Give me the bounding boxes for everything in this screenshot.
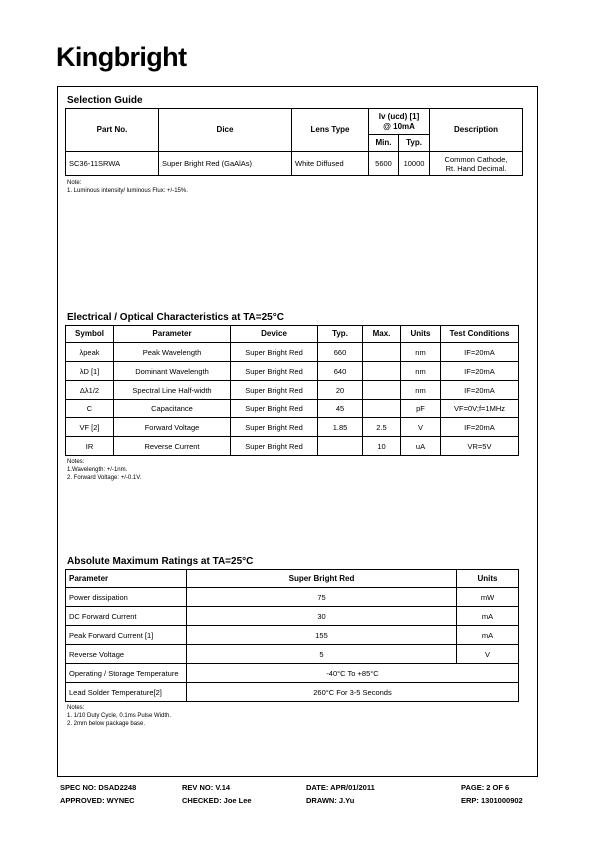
electrical-notes	[67, 459, 141, 482]
table-row	[66, 664, 519, 683]
symbol-cell: λD [1]	[66, 362, 114, 381]
description-line-2: Rt. Hand Decimal.	[445, 163, 507, 173]
header-iv-label: Iv (ucd) [1]	[378, 111, 420, 121]
selection-guide-title: Selection Guide	[67, 95, 143, 106]
units-cell: uA	[401, 437, 441, 456]
units-cell: nm	[401, 381, 441, 400]
units-cell: nm	[401, 343, 441, 362]
device-cell: Super Bright Red	[231, 418, 318, 437]
dice-cell: Super Bright Red (GaAlAs)	[159, 152, 292, 176]
table-row	[66, 683, 519, 702]
test-condition-cell: VR=5V	[441, 437, 519, 456]
table-row	[66, 362, 519, 381]
symbol-cell: IR	[66, 437, 114, 456]
selection-guide-table	[65, 108, 523, 176]
parameter-cell: Dominant Wavelength	[114, 362, 231, 381]
header-iv	[369, 109, 430, 135]
parameter-cell: Spectral Line Half-width	[114, 381, 231, 400]
header-units: Units	[457, 570, 519, 588]
checked-by: CHECKED: Joe Lee	[182, 796, 252, 805]
revision-number: REV NO: V.14	[182, 783, 231, 792]
parameter-cell: Peak Forward Current [1]	[66, 626, 187, 645]
units-cell: pF	[401, 400, 441, 418]
device-cell: Super Bright Red	[231, 362, 318, 381]
header-symbol: Symbol	[66, 326, 114, 343]
note-heading: Notes:	[67, 459, 85, 465]
units-cell: V	[457, 645, 519, 664]
part-no-cell: SC36-11SRWA	[66, 152, 159, 176]
symbol-cell: C	[66, 400, 114, 418]
max-cell	[363, 381, 401, 400]
device-cell: Super Bright Red	[231, 381, 318, 400]
header-device: Device	[231, 326, 318, 343]
selection-notes	[67, 180, 188, 196]
test-condition-cell: IF=20mA	[441, 362, 519, 381]
device-cell: Super Bright Red	[231, 400, 318, 418]
parameter-cell: Reverse Current	[114, 437, 231, 456]
symbol-cell: λpeak	[66, 343, 114, 362]
table-row	[66, 626, 519, 645]
device-cell: Super Bright Red	[231, 437, 318, 456]
note-line: 2. 2mm below package base.	[67, 720, 146, 727]
header-super-bright-red: Super Bright Red	[187, 570, 457, 588]
page-number: PAGE: 2 OF 6	[461, 783, 510, 792]
test-condition-cell: IF=20mA	[441, 418, 519, 437]
spec-number: SPEC NO: DSAD2248	[60, 783, 137, 792]
drawn-by: DRAWN: J.Yu	[306, 796, 355, 805]
typ-cell: 20	[318, 381, 363, 400]
table-row	[66, 343, 519, 362]
table-row	[66, 645, 519, 664]
parameter-cell: DC Forward Current	[66, 607, 187, 626]
value-cell: 260°C For 3-5 Seconds	[187, 683, 519, 702]
table-row	[66, 607, 519, 626]
header-units: Units	[401, 326, 441, 343]
typ-cell: 45	[318, 400, 363, 418]
header-description: Description	[430, 109, 523, 152]
symbol-cell: VF [2]	[66, 418, 114, 437]
symbol-cell: Δλ1/2	[66, 381, 114, 400]
iv-typ-cell: 10000	[399, 152, 430, 176]
typ-cell: 640	[318, 362, 363, 381]
value-cell: 155	[187, 626, 457, 645]
brand-logo: Kingbright	[56, 42, 187, 72]
parameter-cell: Forward Voltage	[114, 418, 231, 437]
header-iv-min: Min.	[369, 135, 399, 152]
parameter-cell: Operating / Storage Temperature	[66, 664, 187, 683]
header-test-conditions: Test Conditions	[441, 326, 519, 343]
test-condition-cell: IF=20mA	[441, 381, 519, 400]
units-cell: mA	[457, 607, 519, 626]
note-heading: Notes:	[67, 705, 85, 711]
parameter-cell: Lead Solder Temperature[2]	[66, 683, 187, 702]
value-cell: 30	[187, 607, 457, 626]
erp-number: ERP: 1301000902	[461, 796, 523, 805]
electrical-title: Electrical / Optical Characteristics at TA=25°C	[67, 312, 284, 323]
header-part-no: Part No.	[66, 109, 159, 152]
test-condition-cell: VF=0V;f=1MHz	[441, 400, 519, 418]
max-cell: 2.5	[363, 418, 401, 437]
units-cell: V	[401, 418, 441, 437]
table-row	[66, 437, 519, 456]
parameter-cell: Peak Wavelength	[114, 343, 231, 362]
value-cell: 5	[187, 645, 457, 664]
units-cell: mA	[457, 626, 519, 645]
description-line-1: Common Cathode,	[444, 154, 508, 164]
electrical-table	[65, 325, 519, 456]
value-cell: -40°C To +85°C	[187, 664, 519, 683]
header-iv-condition: @ 10mA	[383, 121, 415, 131]
header-parameter: Parameter	[114, 326, 231, 343]
description-cell	[430, 152, 523, 176]
test-condition-cell: IF=20mA	[441, 343, 519, 362]
table-row	[66, 381, 519, 400]
max-cell: 10	[363, 437, 401, 456]
note-line: 1. Luminous intensity/ luminous Flux: +/-15%.	[67, 187, 188, 194]
header-lens-type: Lens Type	[292, 109, 369, 152]
table-row	[66, 588, 519, 607]
date: DATE: APR/01/2011	[306, 783, 375, 792]
parameter-cell: Reverse Voltage	[66, 645, 187, 664]
absolute-ratings-table	[65, 569, 519, 702]
note-line: 2. Forward Voltage: +/-0.1V.	[67, 474, 142, 481]
approved-by: APPROVED: WYNEC	[60, 796, 135, 805]
header-iv-typ: Typ.	[399, 135, 430, 152]
note-line: 1.Wavelength: +/-1nm.	[67, 466, 128, 473]
typ-cell	[318, 437, 363, 456]
max-cell	[363, 343, 401, 362]
table-row	[66, 400, 519, 418]
table-row	[66, 152, 523, 176]
units-cell: nm	[401, 362, 441, 381]
max-cell	[363, 400, 401, 418]
lens-type-cell: White Diffused	[292, 152, 369, 176]
max-cell	[363, 362, 401, 381]
header-dice: Dice	[159, 109, 292, 152]
header-max: Max.	[363, 326, 401, 343]
units-cell: mW	[457, 588, 519, 607]
table-row	[66, 418, 519, 437]
typ-cell: 660	[318, 343, 363, 362]
header-parameter: Parameter	[66, 570, 187, 588]
device-cell: Super Bright Red	[231, 343, 318, 362]
header-typ: Typ.	[318, 326, 363, 343]
iv-min-cell: 5600	[369, 152, 399, 176]
absolute-ratings-title: Absolute Maximum Ratings at TA=25°C	[67, 556, 254, 567]
typ-cell: 1.85	[318, 418, 363, 437]
note-line: 1. 1/10 Duty Cycle, 0.1ms Pulse Width.	[67, 712, 172, 719]
parameter-cell: Capacitance	[114, 400, 231, 418]
value-cell: 75	[187, 588, 457, 607]
parameter-cell: Power dissipation	[66, 588, 187, 607]
note-heading: Note:	[67, 180, 82, 186]
absolute-notes	[67, 705, 171, 728]
